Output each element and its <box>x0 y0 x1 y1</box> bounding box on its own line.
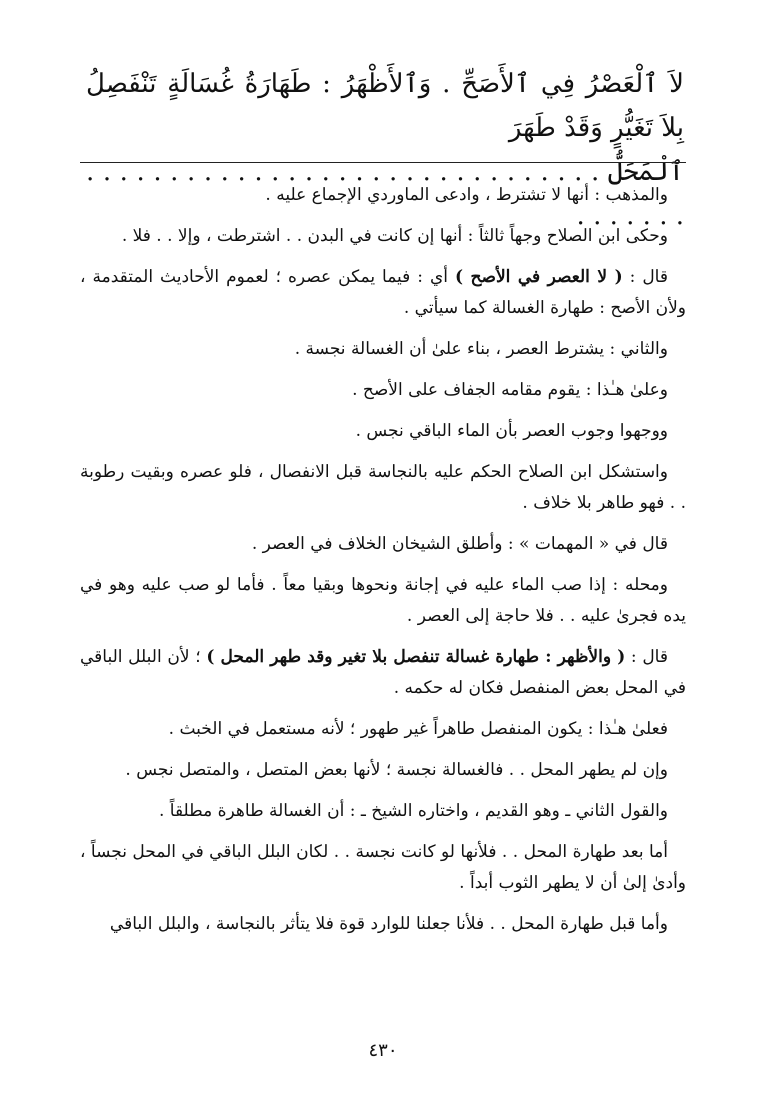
commentary-paragraph: وإن لم يطهر المحل . . فالغسالة نجسة ؛ لأنها بعض المتصل ، والمتصل نجس . <box>125 760 668 780</box>
matn-quote: ( والأظهر : طهارة غسالة تنفصل بلا تغير وقد طهر المحل ) <box>206 647 626 667</box>
commentary-paragraph: وعلىٰ هـٰذا : يقوم مقامه الجفاف على الأصح . <box>352 380 668 400</box>
matn-line-2: ٱلْمَحَلُّ <box>607 157 684 187</box>
commentary-paragraph: ومحله : إذا صب الماء عليه في إجانة ونحوها وبقيا معاً . فأما لو صب عليه وهو في يده فجرىٰ عليه . . فلا حاجة إلى العصر . <box>80 575 686 626</box>
separator-rule <box>80 162 686 163</box>
commentary-paragraph: قال في « المهمات » : وأطلق الشيخان الخلاف في العصر . <box>251 534 668 554</box>
commentary-paragraph: وحكى ابن الصلاح وجهاً ثالثاً : أنها إن كانت في البدن . . اشترطت ، وإلا . . فلا . <box>121 226 668 246</box>
commentary <box>80 180 686 950</box>
matn-dots: . . . . . . . . . . . . . . . . . . . . . . . . . . . . . . . . . . . . . . <box>86 157 684 231</box>
commentary-paragraph: والمذهب : أنها لا تشترط ، وادعى الماوردي الإجماع عليه . <box>265 185 668 205</box>
commentary-paragraph: والقول الثاني ـ وهو القديم ، واختاره الشيخ ـ : أن الغسالة طاهرة مطلقاً . <box>158 801 668 821</box>
commentary-paragraph: قال : ( لا العصر في الأصح ) أي : فيما يمكن عصره ؛ لعموم الأحاديث المتقدمة ، ولأن الأصح : طهارة الغسالة كما سيأتي . <box>80 267 686 318</box>
commentary-paragraph: قال : ( والأظهر : طهارة غسالة تنفصل بلا تغير وقد طهر المحل ) ؛ لأن البلل الباقي في المحل بعض المنفصل فكان له حكمه . <box>80 647 686 698</box>
commentary-paragraph: أما بعد طهارة المحل . . فلأنها لو كانت نجسة . . لكان البلل الباقي في المحل نجساً ، وأدىٰ إلىٰ أن لا يطهر الثوب أبداً . <box>80 842 686 893</box>
matn-line-1: لاَ ٱلْعَصْرُ فِي ٱلأَصَحِّ . وَٱلأَظْهَرُ : طَهَارَةُ غُسَالَةٍ تَنْفَصِلُ بِلاَ تَغَيُّرٍ وَقَدْ طَهَرَ <box>86 69 684 143</box>
matn-quote: ( لا العصر في الأصح ) <box>455 267 623 287</box>
page-number: ٤٣٠ <box>368 1040 398 1061</box>
commentary-paragraph: واستشكل ابن الصلاح الحكم عليه بالنجاسة قبل الانفصال ، فلو عصره وبقيت رطوبة . . فهو طاهر بلا خلاف . <box>80 462 686 513</box>
commentary-paragraph: فعلىٰ هـٰذا : يكون المنفصل طاهراً غير طهور ؛ لأنه مستعمل في الخبث . <box>168 719 668 739</box>
commentary-paragraph: ووجهوا وجوب العصر بأن الماء الباقي نجس . <box>355 421 668 441</box>
commentary-paragraph: والثاني : يشترط العصر ، بناء علىٰ أن الغسالة نجسة . <box>294 339 668 359</box>
commentary-paragraph: وأما قبل طهارة المحل . . فلأنا جعلنا للوارد قوة فلا يتأثر بالنجاسة ، والبلل الباقي <box>109 914 668 934</box>
